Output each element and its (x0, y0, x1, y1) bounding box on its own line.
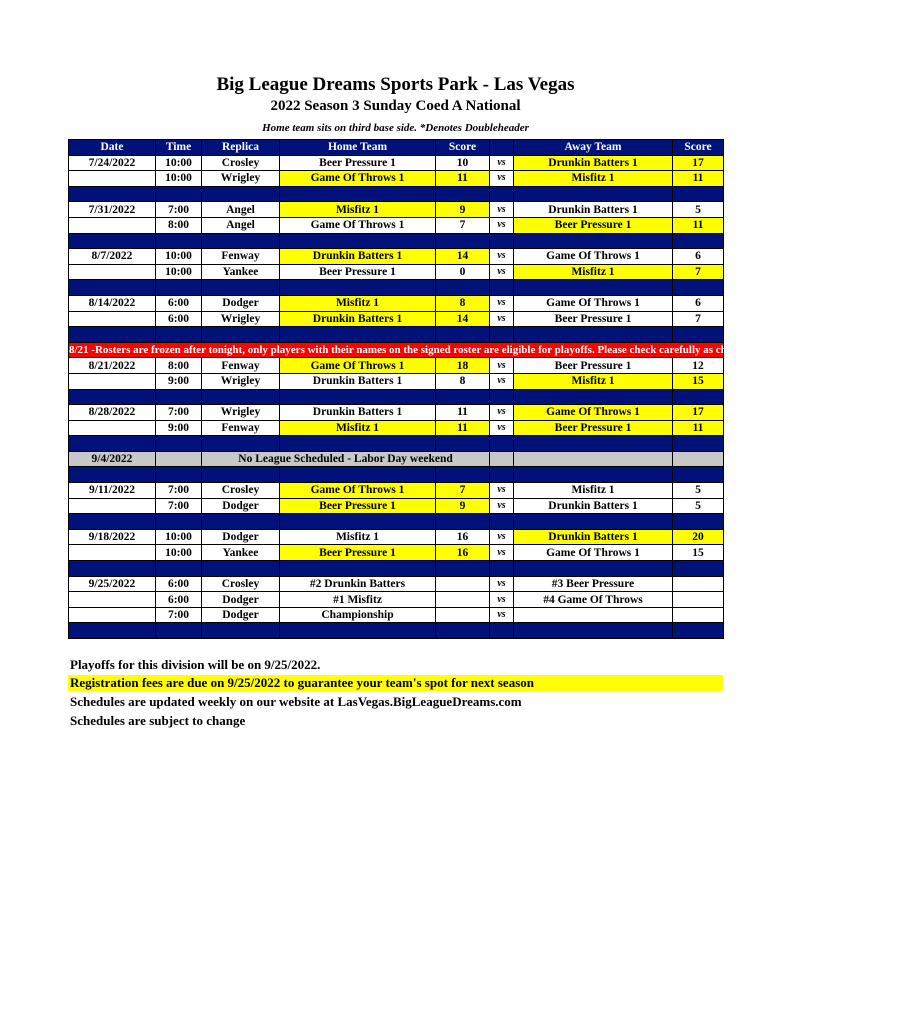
away-team-cell: Game Of Throws 1 (514, 545, 673, 561)
home-team-cell: Drunkin Batters 1 (280, 405, 436, 421)
home-team-cell: Game Of Throws 1 (280, 171, 436, 187)
separator-cell (514, 186, 673, 202)
separator-cell (673, 514, 724, 530)
roster-notice-row (69, 342, 724, 358)
table-row (69, 217, 724, 233)
separator-cell (156, 623, 202, 639)
table-row (69, 483, 724, 499)
vs-cell: vs (490, 264, 514, 280)
separator-cell (280, 327, 436, 343)
roster-notice: 8/21 -Rosters are frozen after tonight, only players with their names on the signed roster are eligible for playoffs. Please check carefully as changes will not be made for omissions. (69, 344, 900, 357)
replica-cell: Dodger (202, 529, 280, 545)
separator-cell (436, 280, 490, 296)
date-cell: 9/11/2022 (69, 483, 156, 499)
separator-cell (280, 623, 436, 639)
separator-cell (69, 389, 156, 405)
column-header: Score (436, 140, 490, 156)
separator-cell (156, 436, 202, 452)
time-cell: 7:00 (156, 483, 202, 499)
away-score-cell: 11 (673, 217, 724, 233)
separator-cell (280, 280, 436, 296)
vs-cell: vs (490, 483, 514, 499)
vs-cell: vs (490, 249, 514, 265)
home-team-cell: Beer Pressure 1 (280, 498, 436, 514)
vs-cell: vs (490, 202, 514, 218)
separator-cell (436, 467, 490, 483)
home-score-cell: 8 (436, 295, 490, 311)
date-cell (69, 545, 156, 561)
away-score-cell: 20 (673, 529, 724, 545)
replica-cell: Dodger (202, 295, 280, 311)
registration-note: Registration fees are due on 9/25/2022 to guarantee your team's spot for next season (68, 675, 723, 691)
time-cell: 7:00 (156, 607, 202, 623)
empty-cell (490, 451, 514, 467)
time-cell: 10:00 (156, 171, 202, 187)
home-score-cell: 7 (436, 483, 490, 499)
away-score-cell: 7 (673, 311, 724, 327)
replica-cell: Angel (202, 217, 280, 233)
away-score-cell: 5 (673, 202, 724, 218)
separator-cell (69, 233, 156, 249)
vs-cell: vs (490, 171, 514, 187)
date-cell (69, 373, 156, 389)
separator-row (69, 233, 724, 249)
time-cell: 6:00 (156, 311, 202, 327)
separator-cell (514, 514, 673, 530)
replica-cell: Fenway (202, 420, 280, 436)
separator-cell (156, 389, 202, 405)
time-cell: 10:00 (156, 529, 202, 545)
replica-cell: Wrigley (202, 373, 280, 389)
column-header: Score (673, 140, 724, 156)
away-score-cell (673, 592, 724, 608)
home-score-cell: 10 (436, 155, 490, 171)
home-team-cell: Beer Pressure 1 (280, 155, 436, 171)
separator-cell (514, 467, 673, 483)
replica-cell: Yankee (202, 264, 280, 280)
separator-cell (202, 233, 280, 249)
replica-cell: Wrigley (202, 405, 280, 421)
home-team-cell: Misfitz 1 (280, 202, 436, 218)
separator-cell (280, 233, 436, 249)
table-row (69, 295, 724, 311)
vs-cell: vs (490, 405, 514, 421)
separator-cell (202, 436, 280, 452)
date-cell: 7/31/2022 (69, 202, 156, 218)
replica-cell: Yankee (202, 545, 280, 561)
date-cell (69, 311, 156, 327)
away-team-cell: #3 Beer Pressure (514, 576, 673, 592)
home-score-cell: 11 (436, 405, 490, 421)
column-header (490, 140, 514, 156)
separator-row (69, 623, 724, 639)
table-row (69, 545, 724, 561)
separator-cell (69, 514, 156, 530)
vs-cell: vs (490, 529, 514, 545)
separator-cell (673, 623, 724, 639)
column-header: Away Team (514, 140, 673, 156)
away-team-cell: Drunkin Batters 1 (514, 529, 673, 545)
separator-cell (436, 186, 490, 202)
separator-cell (156, 186, 202, 202)
separator-cell (673, 186, 724, 202)
away-score-cell: 11 (673, 420, 724, 436)
schedule-body (69, 155, 900, 638)
table-row (69, 420, 724, 436)
table-row (69, 576, 724, 592)
date-cell (69, 171, 156, 187)
separator-row (69, 186, 724, 202)
table-row (69, 264, 724, 280)
separator-cell (280, 436, 436, 452)
column-header: Home Team (280, 140, 436, 156)
vs-cell: vs (490, 373, 514, 389)
away-team-cell: Game Of Throws 1 (514, 405, 673, 421)
time-cell: 6:00 (156, 592, 202, 608)
home-team-cell: Beer Pressure 1 (280, 264, 436, 280)
separator-cell (490, 327, 514, 343)
date-cell: 7/24/2022 (69, 155, 156, 171)
vs-cell: vs (490, 358, 514, 374)
separator-cell (436, 623, 490, 639)
separator-cell (490, 436, 514, 452)
separator-cell (673, 389, 724, 405)
separator-cell (156, 514, 202, 530)
replica-cell: Fenway (202, 358, 280, 374)
away-team-cell: Game Of Throws 1 (514, 249, 673, 265)
separator-cell (490, 233, 514, 249)
separator-row (69, 561, 724, 577)
separator-cell (673, 280, 724, 296)
replica-cell: Wrigley (202, 311, 280, 327)
time-cell: 10:00 (156, 249, 202, 265)
change-note: Schedules are subject to change (70, 713, 246, 728)
away-team-cell: #4 Game Of Throws (514, 592, 673, 608)
separator-cell (69, 623, 156, 639)
separator-cell (280, 467, 436, 483)
separator-cell (280, 514, 436, 530)
away-team-cell: Misfitz 1 (514, 483, 673, 499)
separator-cell (436, 514, 490, 530)
page-subtitle: 2022 Season 3 Sunday Coed A National (270, 98, 521, 114)
replica-cell: Crosley (202, 155, 280, 171)
home-team-cell: Misfitz 1 (280, 529, 436, 545)
separator-row (69, 327, 724, 343)
separator-cell (280, 186, 436, 202)
table-row (69, 249, 724, 265)
separator-row (69, 514, 724, 530)
column-header: Date (69, 140, 156, 156)
away-score-cell: 11 (673, 171, 724, 187)
date-cell (69, 498, 156, 514)
home-score-cell: 16 (436, 545, 490, 561)
separator-cell (673, 436, 724, 452)
home-score-cell: 16 (436, 529, 490, 545)
empty-cell (514, 451, 673, 467)
separator-cell (202, 186, 280, 202)
vs-cell: vs (490, 592, 514, 608)
date-cell: 8/7/2022 (69, 249, 156, 265)
home-team-cell: Championship (280, 607, 436, 623)
date-cell: 9/4/2022 (69, 451, 156, 467)
vs-cell: vs (490, 576, 514, 592)
replica-cell: Crosley (202, 576, 280, 592)
table-row (69, 373, 724, 389)
time-cell: 10:00 (156, 155, 202, 171)
replica-cell: Wrigley (202, 171, 280, 187)
away-score-cell: 6 (673, 249, 724, 265)
home-score-cell: 14 (436, 311, 490, 327)
home-team-cell: #2 Drunkin Batters (280, 576, 436, 592)
home-team-cell: Beer Pressure 1 (280, 545, 436, 561)
away-team-cell (514, 607, 673, 623)
home-score-cell: 7 (436, 217, 490, 233)
table-row (69, 607, 724, 623)
away-score-cell: 15 (673, 545, 724, 561)
separator-cell (202, 327, 280, 343)
away-team-cell: Drunkin Batters 1 (514, 498, 673, 514)
table-row (69, 592, 724, 608)
away-team-cell: Misfitz 1 (514, 171, 673, 187)
home-team-cell: Game Of Throws 1 (280, 358, 436, 374)
away-score-cell: 15 (673, 373, 724, 389)
home-score-cell (436, 607, 490, 623)
home-score-cell: 8 (436, 373, 490, 389)
date-cell (69, 607, 156, 623)
home-team-cell: Drunkin Batters 1 (280, 311, 436, 327)
away-team-cell: Game Of Throws 1 (514, 295, 673, 311)
home-score-cell (436, 576, 490, 592)
playoffs-note: Playoffs for this division will be on 9/25/2022. (70, 657, 321, 672)
replica-cell: Dodger (202, 498, 280, 514)
home-score-cell: 14 (436, 249, 490, 265)
date-cell: 9/18/2022 (69, 529, 156, 545)
away-score-cell: 17 (673, 155, 724, 171)
separator-cell (69, 327, 156, 343)
separator-cell (436, 389, 490, 405)
separator-cell (514, 436, 673, 452)
separator-cell (514, 623, 673, 639)
column-header: Replica (202, 140, 280, 156)
separator-row (69, 467, 724, 483)
separator-cell (156, 280, 202, 296)
table-header-row (69, 140, 724, 156)
time-cell: 10:00 (156, 264, 202, 280)
time-cell: 7:00 (156, 405, 202, 421)
vs-cell: vs (490, 607, 514, 623)
separator-cell (202, 623, 280, 639)
date-cell (69, 264, 156, 280)
away-score-cell: 5 (673, 498, 724, 514)
vs-cell: vs (490, 420, 514, 436)
separator-cell (436, 327, 490, 343)
away-team-cell: Beer Pressure 1 (514, 217, 673, 233)
table-row (69, 358, 724, 374)
home-score-cell (436, 592, 490, 608)
separator-cell (514, 233, 673, 249)
separator-cell (69, 467, 156, 483)
home-team-cell: Game Of Throws 1 (280, 217, 436, 233)
website-note: Schedules are updated weekly on our website at LasVegas.BigLeagueDreams.com (70, 694, 522, 709)
date-cell (69, 217, 156, 233)
separator-cell (202, 514, 280, 530)
empty-cell (673, 451, 724, 467)
time-cell: 7:00 (156, 498, 202, 514)
separator-cell (202, 280, 280, 296)
home-score-cell: 11 (436, 171, 490, 187)
separator-cell (514, 327, 673, 343)
table-row (69, 202, 724, 218)
table-row (69, 171, 724, 187)
time-cell: 9:00 (156, 420, 202, 436)
page-title: Big League Dreams Sports Park - Las Vegas (216, 74, 575, 95)
vs-cell: vs (490, 155, 514, 171)
separator-cell (156, 467, 202, 483)
separator-cell (69, 280, 156, 296)
time-cell: 9:00 (156, 373, 202, 389)
date-cell: 8/21/2022 (69, 358, 156, 374)
away-team-cell: Misfitz 1 (514, 373, 673, 389)
away-team-cell: Beer Pressure 1 (514, 311, 673, 327)
separator-cell (436, 561, 490, 577)
separator-cell (280, 561, 436, 577)
separator-cell (673, 467, 724, 483)
date-cell: 8/14/2022 (69, 295, 156, 311)
separator-cell (673, 233, 724, 249)
separator-cell (514, 561, 673, 577)
separator-cell (69, 561, 156, 577)
away-score-cell: 17 (673, 405, 724, 421)
separator-cell (490, 623, 514, 639)
separator-cell (673, 561, 724, 577)
separator-cell (490, 561, 514, 577)
separator-cell (514, 280, 673, 296)
column-header: Time (156, 140, 202, 156)
separator-cell (156, 233, 202, 249)
time-cell: 8:00 (156, 358, 202, 374)
time-cell: 6:00 (156, 295, 202, 311)
table-row (69, 155, 724, 171)
separator-cell (436, 233, 490, 249)
separator-cell (202, 561, 280, 577)
home-team-cell: Misfitz 1 (280, 295, 436, 311)
away-score-cell: 12 (673, 358, 724, 374)
home-score-cell: 9 (436, 498, 490, 514)
away-score-cell (673, 607, 724, 623)
separator-cell (490, 389, 514, 405)
vs-cell: vs (490, 498, 514, 514)
away-team-cell: Drunkin Batters 1 (514, 155, 673, 171)
away-score-cell: 7 (673, 264, 724, 280)
date-cell (69, 592, 156, 608)
date-cell: 9/25/2022 (69, 576, 156, 592)
time-cell: 6:00 (156, 576, 202, 592)
vs-cell: vs (490, 545, 514, 561)
vs-cell: vs (490, 295, 514, 311)
replica-cell: Crosley (202, 483, 280, 499)
home-score-cell: 11 (436, 420, 490, 436)
separator-cell (280, 389, 436, 405)
home-score-cell: 9 (436, 202, 490, 218)
home-team-cell: Game Of Throws 1 (280, 483, 436, 499)
away-score-cell: 6 (673, 295, 724, 311)
away-team-cell: Beer Pressure 1 (514, 420, 673, 436)
separator-cell (202, 389, 280, 405)
time-cell: 10:00 (156, 545, 202, 561)
time-cell: 7:00 (156, 202, 202, 218)
time-cell: 8:00 (156, 217, 202, 233)
separator-cell (490, 467, 514, 483)
table-row (69, 498, 724, 514)
schedule-table (68, 139, 900, 639)
separator-cell (673, 327, 724, 343)
separator-cell (156, 561, 202, 577)
separator-row (69, 280, 724, 296)
vs-cell: vs (490, 217, 514, 233)
home-score-cell: 18 (436, 358, 490, 374)
separator-cell (514, 389, 673, 405)
home-team-cell: Drunkin Batters 1 (280, 249, 436, 265)
separator-cell (202, 467, 280, 483)
separator-cell (69, 436, 156, 452)
home-score-cell: 0 (436, 264, 490, 280)
separator-cell (490, 514, 514, 530)
home-team-cell: Drunkin Batters 1 (280, 373, 436, 389)
empty-cell (156, 451, 202, 467)
table-row (69, 311, 724, 327)
no-league-message: No League Scheduled - Labor Day weekend (202, 451, 490, 467)
away-team-cell: Beer Pressure 1 (514, 358, 673, 374)
replica-cell: Fenway (202, 249, 280, 265)
away-team-cell: Drunkin Batters 1 (514, 202, 673, 218)
home-team-cell: Misfitz 1 (280, 420, 436, 436)
date-cell: 8/28/2022 (69, 405, 156, 421)
replica-cell: Dodger (202, 607, 280, 623)
no-league-row (69, 451, 724, 467)
home-team-cell: #1 Misfitz (280, 592, 436, 608)
separator-row (69, 436, 724, 452)
separator-cell (490, 280, 514, 296)
separator-cell (69, 186, 156, 202)
separator-cell (436, 436, 490, 452)
vs-cell: vs (490, 311, 514, 327)
replica-cell: Dodger (202, 592, 280, 608)
separator-row (69, 389, 724, 405)
table-row (69, 405, 724, 421)
away-score-cell: 5 (673, 483, 724, 499)
away-score-cell (673, 576, 724, 592)
table-row (69, 529, 724, 545)
schedule-note: Home team sits on third base side. *Denotes Doubleheader (262, 122, 529, 134)
replica-cell: Angel (202, 202, 280, 218)
date-cell (69, 420, 156, 436)
away-team-cell: Misfitz 1 (514, 264, 673, 280)
separator-cell (156, 327, 202, 343)
separator-cell (490, 186, 514, 202)
